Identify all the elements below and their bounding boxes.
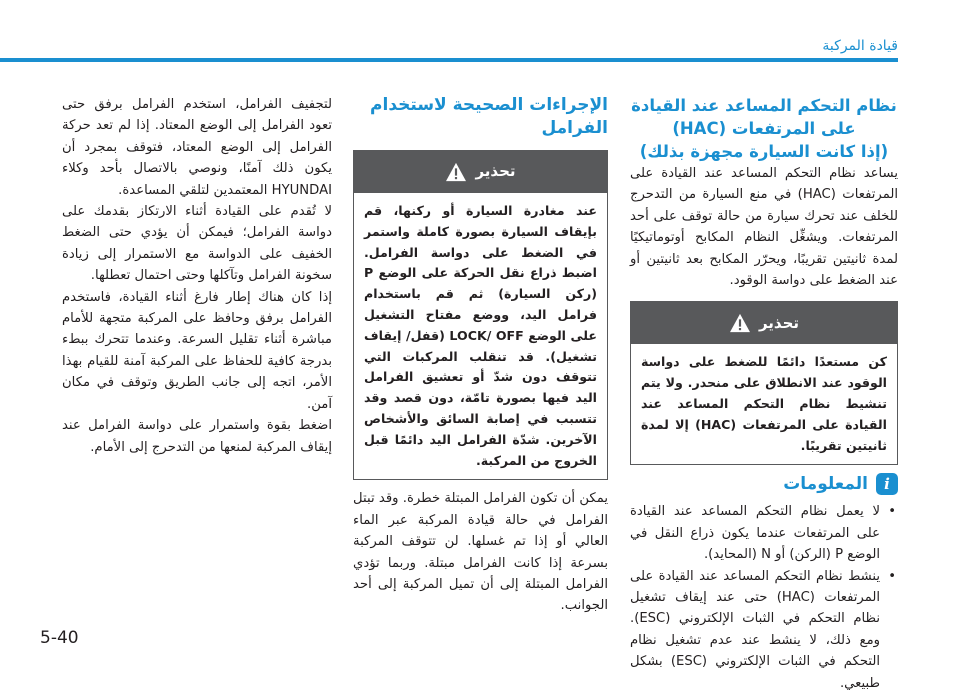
- hac-title-line-1: نظام التحكم المساعد عند القيادة: [631, 96, 897, 115]
- brake-warning-header: [354, 151, 607, 193]
- hac-note-title: المعلومات: [783, 473, 868, 494]
- hac-intro: يساعد نظام التحكم المساعد عند القيادة على المرتفعات (HAC) في منع السيارة من التدحرج للخلف عند تحرك سيارة من حالة توقف على أحد المرتفعات. ويشغِّل النظام المكابح أوتوماتيكيًا لمدة ثانيتين تقريبًا، ويحرّر المكابح بعد ثانيتين أو عند الضغط على دواسة الوقود.: [630, 166, 899, 289]
- warning-triangle-icon: [445, 162, 467, 182]
- dry-brakes-paragraph: لتجفيف الفرامل، استخدم الفرامل برفق حتى تعود الفرامل إلى الوضع المعتاد. إذا لم تعد حركة الفرامل إلى الوضع المعتاد، فتوقف بمجرد أن يكون ذلك آمنًا، ونوصي بالاتصال بأحد وكلاء HYUNDAI المعتمدين لتلقي المساعدة.: [62, 97, 332, 198]
- hac-note-item: • لا يعمل نظام التحكم المساعد عند القيادة على المرتفعات عندما يكون ذراع النقل في الوضع P (الركن) أو N (المحايد).: [630, 501, 898, 565]
- brake-practices-column: [353, 94, 608, 617]
- hac-warning-header: [631, 302, 897, 344]
- hac-warning-box: [630, 301, 898, 465]
- page-number: 5-40: [40, 628, 79, 648]
- brake-practices-title: الإجراءات الصحيحة لاستخدام الفرامل: [370, 95, 608, 138]
- brake-warning-box: [353, 150, 608, 480]
- brake-warning-title: تحذير: [475, 162, 516, 181]
- resting-foot-paragraph: لا تُقدم على القيادة أثناء الارتكاز بقدمك على دواسة الفرامل؛ فيمكن أن يؤدي حتى الضغط الخفيف على الدواسة مع الاستمرار إلى زيادة سخونة الفرامل وتآكلها وحتى احتمال تعطلها.: [62, 204, 332, 284]
- flat-tire-paragraph: إذا كان هناك إطار فارغ أثناء القيادة، فاستخدم الفرامل برفق وحافظ على المركبة متجهة للأمام مباشرة أثناء تقليل السرعة. وعندما تتحرك ببطء بدرجة كافية للحفاظ على المركبة آمنة للقيام بهذا الأمر، اتجه إلى جانب الطريق وتوقف في مكان آمن.: [62, 289, 332, 412]
- hac-note-item: • ينشط نظام التحكم المساعد عند القيادة على المرتفعات (HAC) حتى عند إيقاف تشغيل نظام التحكم في الثبات الإلكتروني (ESC). ومع ذلك، لا ينشط عند عدم تشغيل نظام التحكم في الثبات الإلكتروني (ESC) بشكل طبيعي.: [630, 566, 898, 694]
- hac-title-line-3: (إذا كانت السيارة مجهزة بذلك): [639, 142, 889, 161]
- warning-triangle-icon: [729, 313, 751, 333]
- hac-note-header: [630, 473, 898, 495]
- hac-note-list: [630, 501, 898, 694]
- information-icon: i: [876, 473, 898, 495]
- hac-warning-text: كن مستعدًا دائمًا للضغط على دواسة الوقود عند الانطلاق على منحدر. ولا يتم تنشيط نظام التحكم المساعد عند القيادة على المرتفعات (HAC) إلا لمدة ثانيتين تقريبًا.: [641, 354, 887, 453]
- hac-warning-title: تحذير: [758, 313, 800, 332]
- header-section-label: قيادة المركبة: [822, 38, 898, 54]
- hac-column: [630, 94, 898, 694]
- header-divider: [0, 58, 898, 62]
- wet-brakes-paragraph: يمكن أن تكون الفرامل المبتلة خطرة. وقد تبتل الفرامل في حالة قيادة المركبة عبر الماء العالي أو إذا تم غسلها. لن تتوقف المركبة بسرعة إذا كانت الفرامل مبتلة. وربما تؤدي الفرامل المبتلة إلى أن تميل المركبة إلى أحد الجوانب.: [353, 491, 608, 614]
- brake-warning-text: عند مغادرة السيارة أو ركنها، قم بإيقاف السيارة بصورة كاملة واستمر في الضغط على دواسة الفرامل. اضبط ذراع نقل الحركة على الوضع P (ركن السيارة) ثم قم باستخدام فرامل اليد، ووضع مفتاح التشغيل على الوضع LOCK/ OFF (قفل/ إيقاف تشغيل). قد تنقلب المركبات التي تتوقف دون شدّ أو تعشيق الفرامل اليد فيها بصورة تامّة، دون قصد وقد تتسبب في إصابة السائق والأشخاص الآخرين. شدّة الفرامل اليد دائمًا قبل الخروج من المركبة.: [364, 203, 597, 468]
- brake-continued-column: [62, 94, 332, 458]
- hold-brake-paragraph: اضغط بقوة واستمرار على دواسة الفرامل عند إيقاف المركبة لمنعها من التدحرج إلى الأمام.: [62, 418, 332, 455]
- hac-title-line-2: على المرتفعات (HAC): [672, 119, 856, 138]
